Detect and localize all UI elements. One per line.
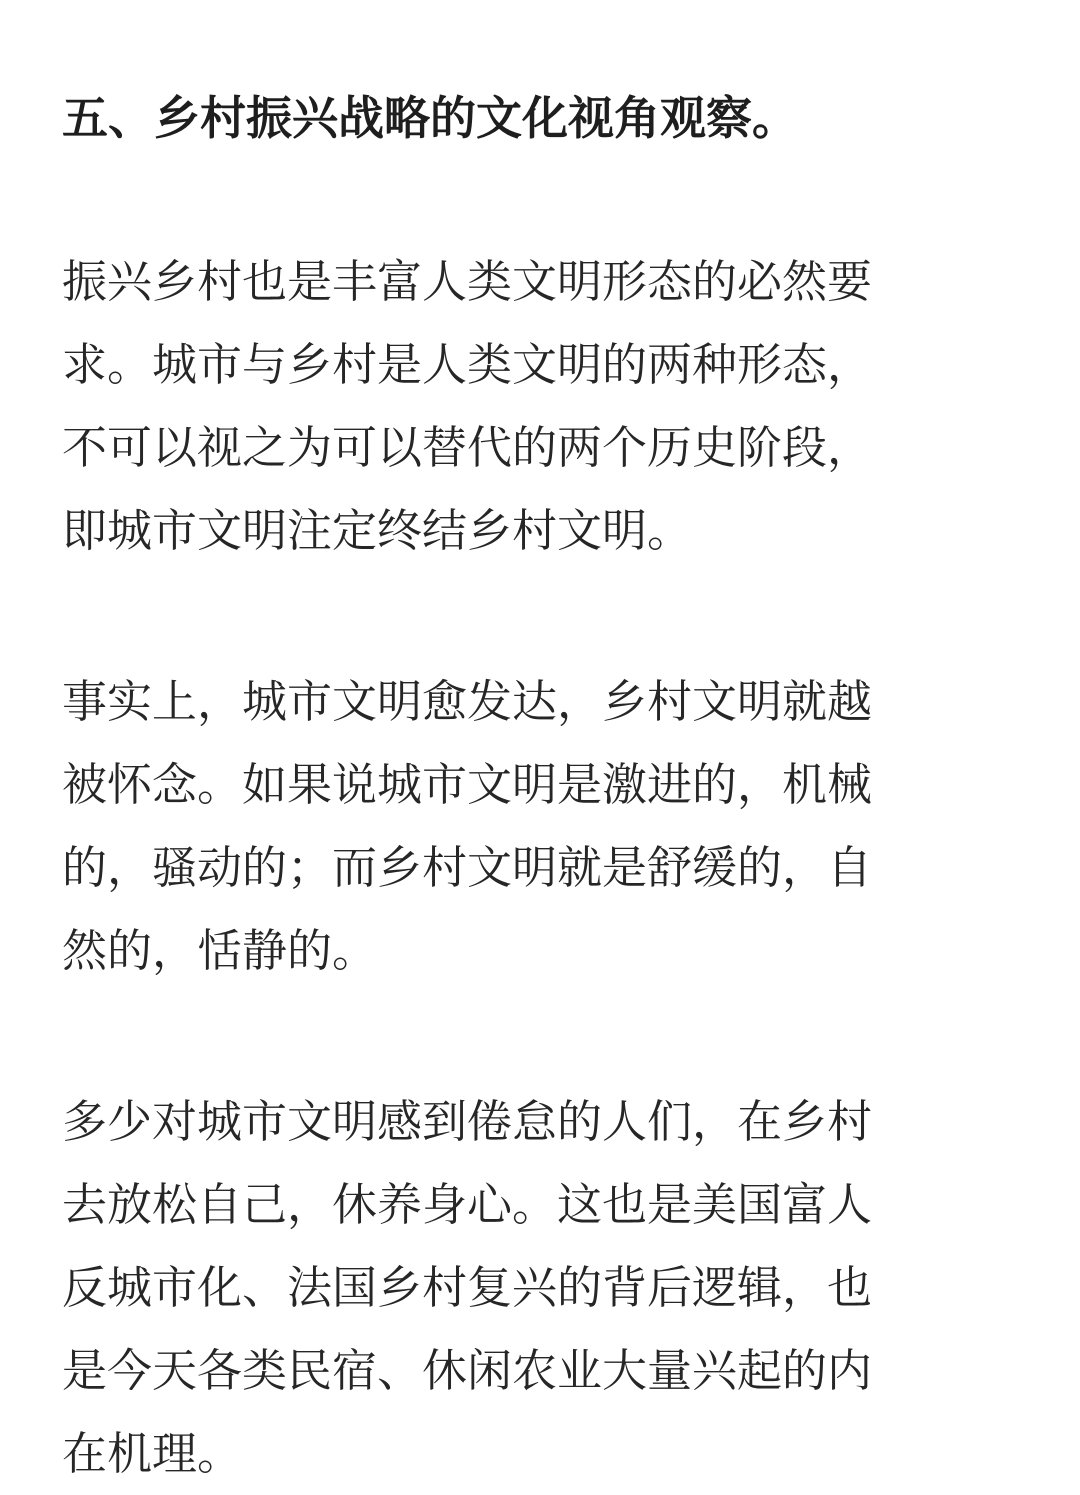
paragraph-line: 多少对城市文明感到倦怠的人们，在乡村 [62, 1095, 873, 1148]
paragraph-line: 事实上，城市文明愈发达，乡村文明就越 [62, 675, 873, 728]
section-heading: 五、乡村振兴战略的文化视角观察。 [62, 91, 798, 145]
paragraph-spacer [62, 992, 1022, 1080]
paragraph-line: 然的，恬静的。 [62, 924, 378, 977]
paragraph-line: 去放松自己，休养身心。这也是美国富人 [62, 1178, 873, 1231]
paragraph-3 [62, 1080, 1022, 1495]
paragraph-2 [62, 660, 1022, 992]
paragraph-spacer [62, 572, 1022, 660]
paragraph-spacer [62, 158, 1022, 240]
paragraph-1 [62, 240, 1022, 572]
paragraph-line: 求。城市与乡村是人类文明的两种形态， [62, 338, 873, 391]
paragraph-line: 不可以视之为可以替代的两个历史阶段， [62, 421, 873, 474]
paragraph-line: 被怀念。如果说城市文明是激进的，机械 [62, 758, 873, 811]
article-body [62, 78, 1022, 1495]
paragraph-line: 即城市文明注定终结乡村文明。 [62, 504, 693, 557]
paragraph-line: 反城市化、法国乡村复兴的背后逻辑，也 [62, 1261, 873, 1314]
paragraph-line: 是今天各类民宿、休闲农业大量兴起的内 [62, 1344, 873, 1397]
paragraph-line: 的，骚动的；而乡村文明就是舒缓的，自 [62, 841, 873, 894]
paragraph-line: 振兴乡村也是丰富人类文明形态的必然要 [62, 255, 873, 308]
paragraph-line: 在机理。 [62, 1427, 243, 1480]
